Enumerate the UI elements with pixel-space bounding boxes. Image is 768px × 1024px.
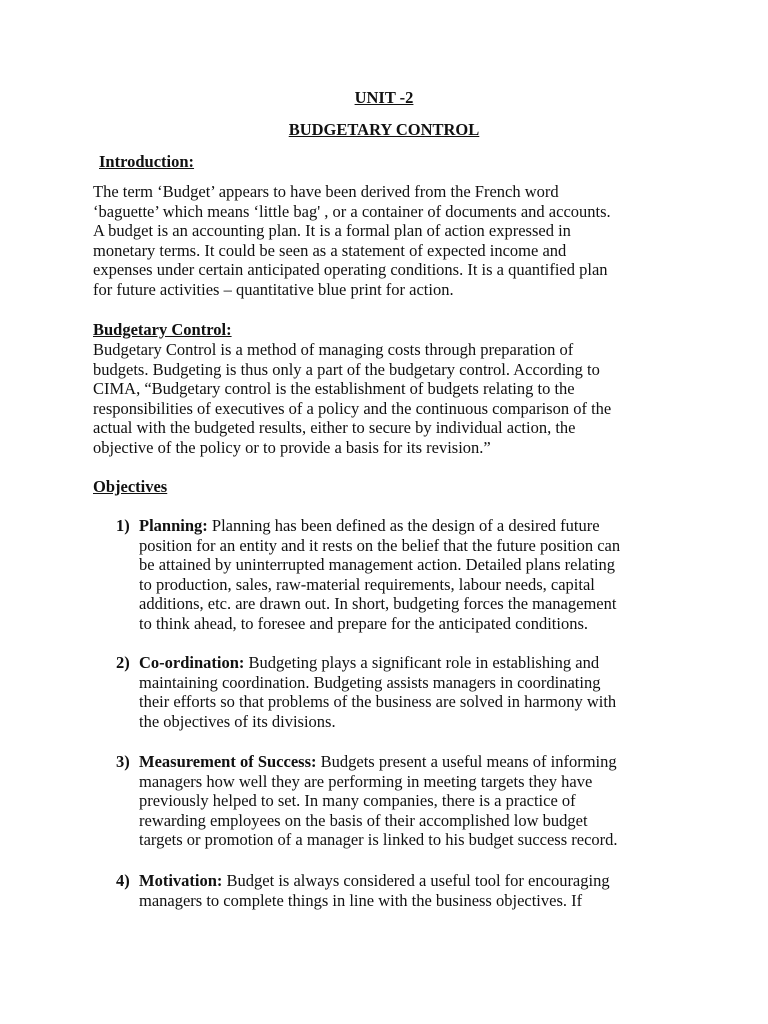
item-lead: Co-ordination: xyxy=(139,653,245,672)
unit-label: UNIT -2 xyxy=(354,88,414,107)
item-line: their efforts so that problems of the business are solved in harmony with xyxy=(139,692,617,712)
item-number: 2) xyxy=(116,653,130,672)
item-line: the objectives of its divisions. xyxy=(139,711,336,731)
item-line: maintaining coordination. Budgeting assists managers in coordinating xyxy=(139,672,601,692)
item-line: be attained by uninterrupted management action. Detailed plans relating xyxy=(139,555,616,575)
item-lead: Planning: xyxy=(139,516,208,535)
paragraph-line: actual with the budgeted results, either to secure by individual action, the xyxy=(93,418,576,438)
item-line: managers to complete things in line with the business objectives. If xyxy=(139,890,583,910)
item-line: to think ahead, to foresee and prepare for the anticipated conditions. xyxy=(139,613,588,633)
item-line: additions, etc. are drawn out. In short, budgeting forces the management xyxy=(139,594,617,614)
item-line: managers how well they are performing in meeting targets they have xyxy=(139,771,593,791)
item-number: 4) xyxy=(116,871,130,890)
paragraph-line: for future activities – quantitative blue print for action. xyxy=(93,279,454,299)
item-line: to production, sales, raw-material requirements, labour needs, capital xyxy=(139,574,595,594)
paragraph-line: objective of the policy or to provide a basis for its revision.” xyxy=(93,437,491,457)
item-first-line: Budgeting plays a significant role in establishing and xyxy=(244,653,600,672)
item-lead: Motivation: xyxy=(139,871,223,890)
paragraph-line: expenses under certain anticipated operating conditions. It is a quantified plan xyxy=(93,260,608,280)
paragraph-line: responsibilities of executives of a policy and the continuous comparison of the xyxy=(93,398,612,418)
budgetary-control-paragraph xyxy=(93,340,693,458)
item-number: 1) xyxy=(116,516,130,535)
objectives-heading: Objectives xyxy=(93,477,168,496)
paragraph-line: The term ‘Budget’ appears to have been derived from the French word xyxy=(93,182,559,201)
paragraph-line: budgets. Budgeting is thus only a part of the budgetary control. According to xyxy=(93,359,600,379)
item-line: position for an entity and it rests on the belief that the future position can xyxy=(139,535,621,555)
item-lead: Measurement of Success: xyxy=(139,752,317,771)
paragraph-line: A budget is an accounting plan. It is a formal plan of action expressed in xyxy=(93,221,571,241)
item-first-line: Budgets present a useful means of informing xyxy=(316,752,617,771)
introduction-paragraph xyxy=(93,182,693,300)
item-number: 3) xyxy=(116,752,130,771)
paragraph-line: ‘baguette’ which means ‘little bag' , or a container of documents and accounts. xyxy=(93,201,611,221)
item-first-line: Budget is always considered a useful tool for encouraging xyxy=(222,871,610,890)
introduction-heading: Introduction: xyxy=(99,152,195,171)
item-first-line: Planning has been defined as the design of a desired future xyxy=(207,516,600,535)
page-title: BUDGETARY CONTROL xyxy=(288,120,480,139)
paragraph-line: Budgetary Control is a method of managing costs through preparation of xyxy=(93,340,574,359)
item-line: targets or promotion of a manager is linked to his budget success record. xyxy=(139,830,618,850)
paragraph-line: CIMA, “Budgetary control is the establishment of budgets relating to the xyxy=(93,379,575,399)
item-line: rewarding employees on the basis of their accomplished low budget xyxy=(139,810,588,830)
item-line: previously helped to set. In many companies, there is a practice of xyxy=(139,791,576,811)
budgetary-control-heading: Budgetary Control: xyxy=(93,320,232,339)
paragraph-line: monetary terms. It could be seen as a statement of expected income and xyxy=(93,240,567,260)
